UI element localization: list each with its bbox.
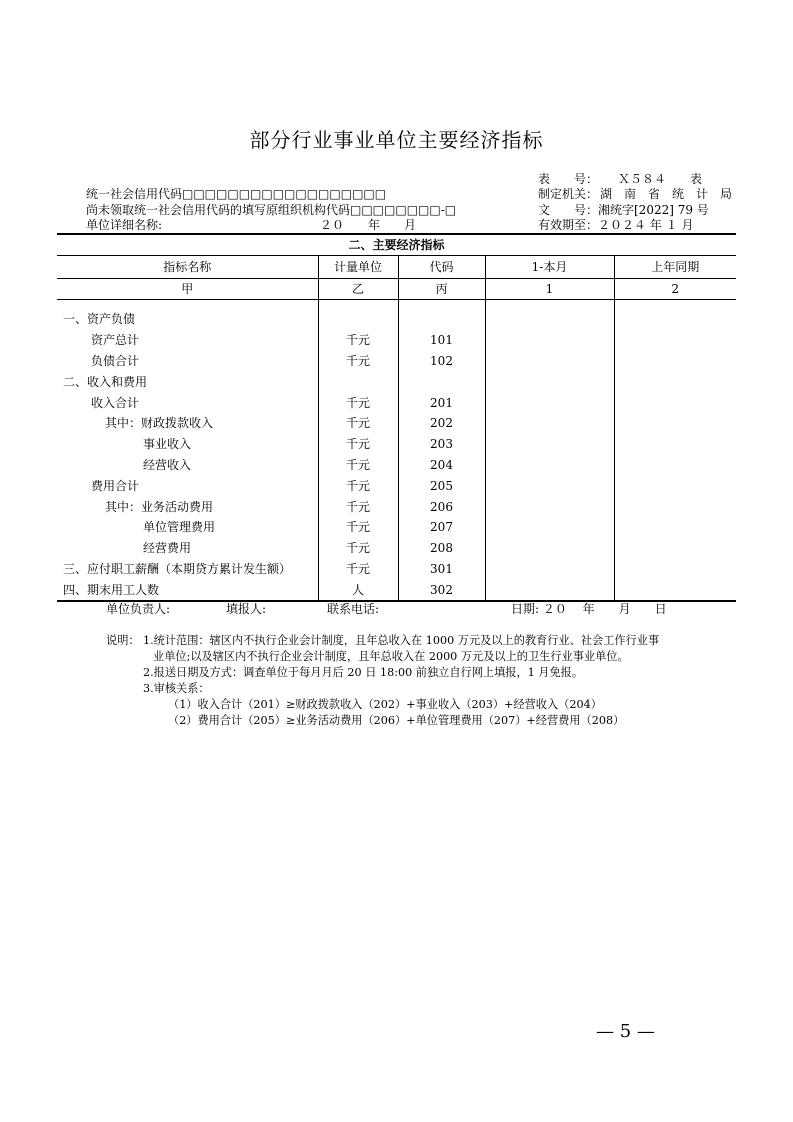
row-prev-year-cell[interactable]	[614, 538, 736, 559]
col-sub-unit: 乙	[318, 279, 398, 300]
row-name: 事业收入	[143, 437, 192, 452]
row-unit: 人	[318, 579, 398, 601]
phone-label: 联系电话:	[327, 602, 380, 616]
row-name: 费用合计	[91, 478, 140, 493]
row-unit: 千元	[318, 351, 398, 372]
note-submission: 2.报送日期及方式：调查单位于每月月后 20 日 18:00 前独立自行网上填报，1 月免报。	[143, 666, 584, 679]
row-code: 203	[398, 434, 485, 455]
row-code: 101	[398, 330, 485, 351]
table-row	[57, 496, 736, 517]
table-row	[57, 455, 736, 476]
row-code: 301	[398, 559, 485, 580]
row-current-cell[interactable]	[485, 330, 614, 351]
authority-label: 制定机关：	[538, 187, 599, 201]
row-unit: 千元	[318, 413, 398, 434]
row-code: 205	[398, 475, 485, 496]
row-current-cell[interactable]	[485, 579, 614, 601]
col-header-prev-year: 上年同期	[614, 256, 736, 279]
row-name: 其中：业务活动费用	[105, 499, 214, 514]
column-header-row	[57, 256, 736, 279]
table-row	[57, 351, 736, 372]
row-prev-year-cell[interactable]	[614, 330, 736, 351]
col-sub-prev-year: 2	[614, 279, 736, 300]
doc-no-label: 文 号：	[538, 203, 599, 217]
row-name: 二、收入和费用	[63, 374, 148, 389]
row-code: 207	[398, 517, 485, 538]
row-unit: 千元	[318, 496, 398, 517]
row-prev-year-cell[interactable]	[614, 517, 736, 538]
table-row	[57, 330, 736, 351]
row-prev-year-cell[interactable]	[614, 371, 736, 392]
row-current-cell[interactable]	[485, 475, 614, 496]
row-current-cell[interactable]	[485, 434, 614, 455]
row-code: 302	[398, 579, 485, 601]
filler-label: 填报人:	[226, 602, 267, 616]
row-current-cell[interactable]	[485, 455, 614, 476]
page-number: — 5 —	[596, 1021, 655, 1042]
form-no-value: Ｘ５８４ 表	[618, 172, 703, 186]
row-code: 204	[398, 455, 485, 476]
row-code: 102	[398, 351, 485, 372]
col-header-code: 代码	[398, 256, 485, 279]
table-row	[57, 538, 736, 559]
section-header-row	[57, 235, 736, 256]
note-scope: 1.统计范围：辖区内不执行企业会计制度，且年总收入在 1000 万元及以上的教育行业、社会工作行业事	[143, 634, 660, 647]
doc-no-value: 湘统字[2022] 79 号	[598, 203, 709, 217]
row-prev-year-cell[interactable]	[614, 434, 736, 455]
row-name: 收入合计	[91, 395, 140, 410]
table-row	[57, 579, 736, 601]
table-row	[57, 413, 736, 434]
org-code-field: 尚未领取统一社会信用代码的填写原组织机构代码□□□□□□□□-□	[86, 203, 457, 217]
row-code	[398, 309, 485, 330]
row-unit: 千元	[318, 517, 398, 538]
row-name: 四、期末用工人数	[57, 579, 318, 601]
row-name: 一、资产负债	[63, 312, 136, 327]
unit-name-label: 单位详细名称:	[86, 218, 163, 232]
row-prev-year-cell[interactable]	[614, 455, 736, 476]
note-audit-title: 3.审核关系：	[143, 682, 210, 695]
col-sub-name: 甲	[57, 279, 318, 300]
row-name: 经营费用	[143, 541, 192, 556]
section-title: 二、主要经济指标	[57, 235, 736, 256]
note-scope-cont: 业单位;以及辖区内不执行企业会计制度，且年总收入在 2000 万元及以上的卫生行业事业单位。	[153, 650, 629, 663]
row-code: 202	[398, 413, 485, 434]
row-current-cell[interactable]	[485, 538, 614, 559]
row-unit: 千元	[318, 455, 398, 476]
notes-label: 说明：	[106, 634, 140, 647]
row-current-cell[interactable]	[485, 309, 614, 330]
col-header-unit: 计量单位	[318, 256, 398, 279]
row-prev-year-cell[interactable]	[614, 392, 736, 413]
col-sub-code: 丙	[398, 279, 485, 300]
valid-until-label: 有效期至：	[538, 218, 599, 232]
col-sub-current: 1	[485, 279, 614, 300]
row-unit	[318, 309, 398, 330]
row-prev-year-cell[interactable]	[614, 351, 736, 372]
valid-until-value: ２０２４ 年 １ 月	[598, 218, 694, 232]
col-header-current: 1-本月	[485, 256, 614, 279]
row-current-cell[interactable]	[485, 392, 614, 413]
row-current-cell[interactable]	[485, 517, 614, 538]
row-prev-year-cell[interactable]	[614, 559, 736, 580]
table-row	[57, 371, 736, 392]
row-unit: 千元	[318, 330, 398, 351]
row-current-cell[interactable]	[485, 371, 614, 392]
form-no-label: 表 号：	[538, 172, 599, 186]
row-name: 经营收入	[143, 457, 192, 472]
row-current-cell[interactable]	[485, 351, 614, 372]
row-current-cell[interactable]	[485, 496, 614, 517]
row-name: 负债合计	[91, 353, 140, 368]
row-code: 206	[398, 496, 485, 517]
row-unit: 千元	[318, 538, 398, 559]
table-row	[57, 475, 736, 496]
note-audit-rule-1: （1）收入合计（201）≥财政拨款收入（202）+事业收入（203）+经营收入（204）	[168, 698, 602, 711]
row-unit: 千元	[318, 559, 398, 580]
row-prev-year-cell[interactable]	[614, 579, 736, 601]
row-name: 单位管理费用	[143, 520, 216, 535]
row-prev-year-cell[interactable]	[614, 413, 736, 434]
col-header-name: 指标名称	[57, 256, 318, 279]
row-unit	[318, 371, 398, 392]
table-row	[57, 309, 736, 330]
unit-head-label: 单位负责人:	[106, 602, 171, 616]
indicator-table	[57, 235, 736, 602]
row-unit: 千元	[318, 392, 398, 413]
page-title: 部分行业事业单位主要经济指标	[249, 128, 544, 152]
table-row	[57, 517, 736, 538]
sign-date: 日期: ２０ 年 月 日	[511, 602, 667, 616]
row-current-cell[interactable]	[485, 413, 614, 434]
table-row	[57, 559, 736, 580]
row-current-cell[interactable]	[485, 559, 614, 580]
row-prev-year-cell[interactable]	[614, 309, 736, 330]
authority-value: 湖 南 省 统 计 局	[600, 187, 733, 201]
credit-code-field: 统一社会信用代码□□□□□□□□□□□□□□□□□□	[86, 187, 387, 201]
row-code	[398, 371, 485, 392]
row-name: 其中：财政拨款收入	[105, 416, 214, 431]
report-period: ２０ 年 月	[320, 218, 417, 232]
row-code: 208	[398, 538, 485, 559]
note-audit-rule-2: （2）费用合计（205）≥业务活动费用（206）+单位管理费用（207）+经营费用（208）	[168, 714, 625, 727]
row-name: 三、应付职工薪酬（本期贷方累计发生额）	[63, 561, 292, 576]
table-row	[57, 392, 736, 413]
row-prev-year-cell[interactable]	[614, 475, 736, 496]
row-name: 资产总计	[91, 333, 140, 348]
row-code: 201	[398, 392, 485, 413]
spacer-row	[57, 300, 736, 310]
column-sub-row	[57, 279, 736, 300]
row-prev-year-cell[interactable]	[614, 496, 736, 517]
row-unit: 千元	[318, 475, 398, 496]
row-unit: 千元	[318, 434, 398, 455]
table-row	[57, 434, 736, 455]
